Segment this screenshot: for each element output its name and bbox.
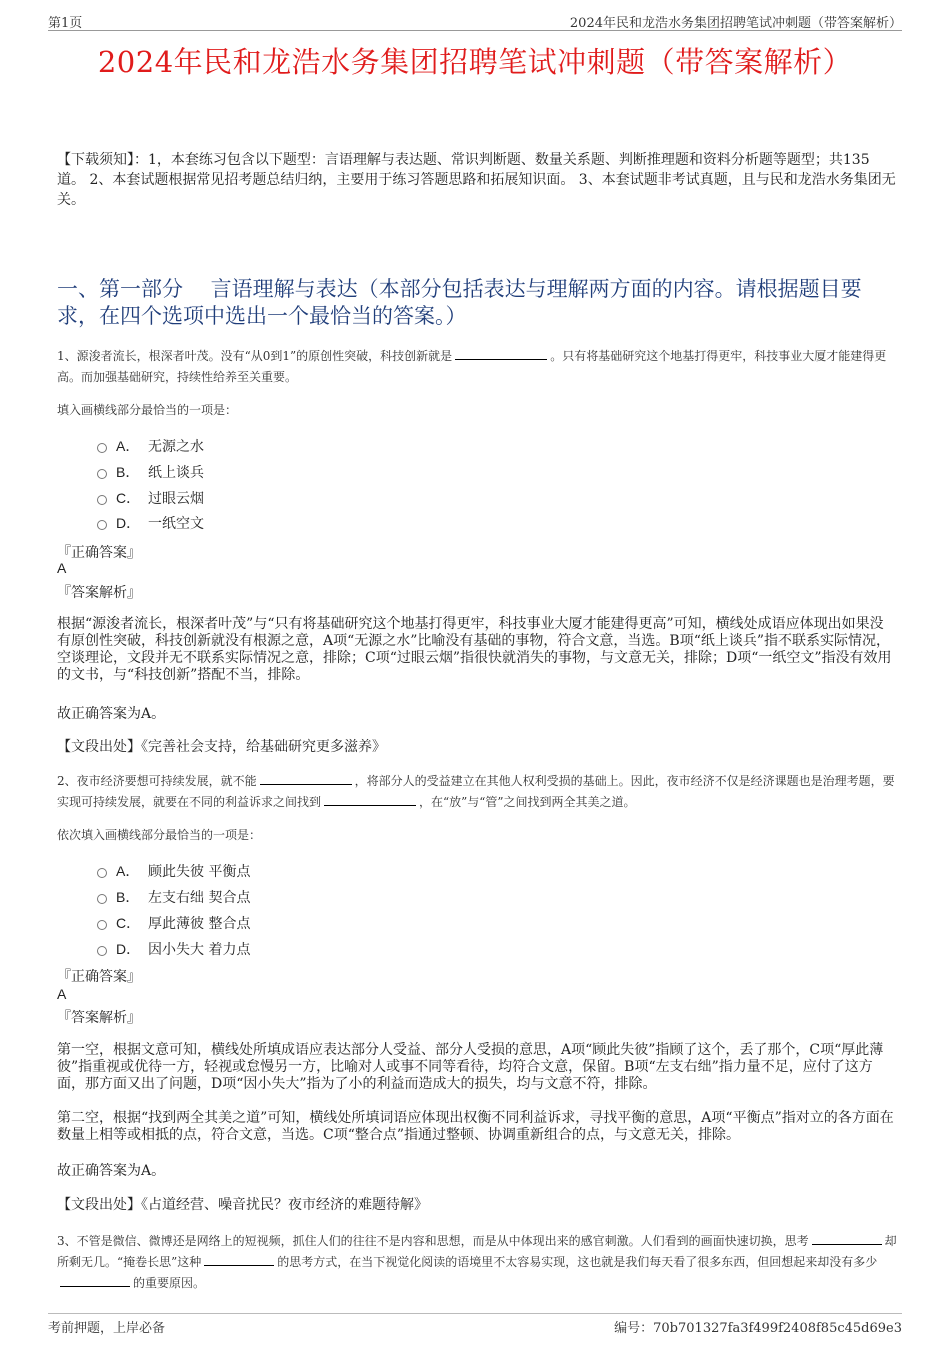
q1-option-b[interactable] [97, 462, 204, 482]
answer-blank [260, 772, 352, 785]
section-title: 一、第一部分 言语理解与表达（本部分包括表达与理解两方面的内容。请根据题目要求，在四个选项中选出一个最恰当的答案。） [57, 277, 862, 328]
answer-analysis: 根据“源浚者流长，根深者叶茂”与“只有将基础研究这个地基打得更牢，科技事业大厦才能建得更高”可知，横线处成语应体现出如果没有原创性突破，科技创新就没有根源之意，A项“无源之水”比喻没有基础的事物，符合文意，当选。B项“纸上谈兵”指不联系实际情况，空谈理论，文段并无不联系实际情况之意，排除；C项“过眼云烟”指很快就消失的事物，与文意无关，排除；D项“一纸空文”指没有效用的文书，与“科技创新”搭配不当，排除。 [57, 616, 892, 683]
radio-icon[interactable] [97, 868, 107, 878]
question-1-part-a: 1、源浚者流长，根深者叶茂。没有“从0到1”的原创性突破，科技创新就是 [57, 349, 453, 363]
q1-option-a[interactable] [97, 436, 204, 456]
option-key: B． [116, 464, 140, 480]
option-key: C． [116, 915, 141, 931]
question-2-part-a: 2、夜市经济要想可持续发展，就不能 [57, 774, 257, 788]
option-key: D． [116, 515, 141, 531]
question-1-prompt: 填入画横线部分最恰当的一项是： [57, 403, 238, 417]
answer-blank [455, 347, 547, 360]
option-text: 过眼云烟 [148, 491, 204, 507]
q1-option-d[interactable] [97, 513, 204, 533]
question-2-text [57, 771, 897, 813]
question-2-prompt: 依次填入画横线部分最恰当的一项是： [57, 828, 262, 842]
page-header [48, 8, 902, 31]
q2-option-b[interactable] [97, 887, 250, 907]
option-key: C． [116, 490, 141, 506]
header-doc-title: 2024年民和龙浩水务集团招聘笔试冲刺题（带答案解析） [569, 16, 902, 31]
source-citation: 【文段出处】《完善社会支持，给基础研究更多滋养》 [57, 739, 386, 755]
q2-option-a[interactable] [97, 861, 250, 881]
radio-icon[interactable] [97, 894, 107, 904]
question-3-part-c: 的思考方式，在当下视觉化阅读的语境里不太容易实现，这也就是我们每天看了很多东西，但回想起来却没有多少 [277, 1255, 878, 1269]
option-text: 因小失大 着力点 [148, 942, 251, 958]
radio-icon[interactable] [97, 469, 107, 479]
footer-slogan: 考前押题，上岸必备 [48, 1321, 166, 1336]
document-title: 2024年民和龙浩水务集团招聘笔试冲刺题（带答案解析） [97, 45, 853, 79]
radio-icon[interactable] [97, 443, 107, 453]
question-3-part-d: 的重要原因。 [133, 1276, 206, 1290]
option-key: B． [116, 889, 140, 905]
radio-icon[interactable] [97, 495, 107, 505]
question-2-part-b: ，将部分人的受益建立在其他人权利受损的基础上。因此，夜市经济不仅是经济课题也是治理考题，要实现可持续发展，就要在不同的利益诉求之间找到 [57, 774, 895, 809]
question-3-part-a: 3、不管是微信、微博还是网络上的短视频，抓住人们的往往不是内容和思想，而是从中体现出来的感官刺激。人们看到的画面快速切换，思考 [57, 1234, 809, 1248]
radio-icon[interactable] [97, 920, 107, 930]
analysis-label: 『答案解析』 [57, 1010, 141, 1026]
correct-answer: A [57, 560, 67, 576]
question-2-part-c: ，在“放”与“管”之间找到两全其美之道。 [419, 795, 636, 809]
document-id: 编号：70b701327fa3f499f2408f85c45d69e3 [614, 1321, 902, 1336]
question-3-part-b: 却所剩无几。“掩卷长思”这种 [57, 1234, 897, 1269]
source-citation: 【文段出处】《占道经营、噪音扰民？夜市经济的难题待解》 [57, 1197, 428, 1213]
answer-blank [812, 1232, 882, 1245]
correct-answer-label: 『正确答案』 [57, 545, 141, 561]
option-text: 顾此失彼 平衡点 [148, 864, 251, 880]
analysis-label: 『答案解析』 [57, 585, 141, 601]
q2-option-c[interactable] [97, 913, 250, 933]
answer-blank [204, 1253, 274, 1266]
answer-blank [60, 1274, 130, 1287]
radio-icon[interactable] [97, 520, 107, 530]
answer-blank [324, 793, 416, 806]
question-1-part-b: 。只有将基础研究这个地基打得更牢，科技事业大厦才能建得更高。而加强基础研究，持续性给养至关重要。 [57, 349, 887, 384]
option-text: 厚此薄彼 整合点 [148, 916, 251, 932]
option-text: 左支右绌 契合点 [148, 890, 251, 906]
option-text: 一纸空文 [148, 516, 204, 532]
option-key: A． [116, 438, 140, 454]
download-notice: 【下载须知】：1，本套练习包含以下题型：言语理解与表达题、常识判断题、数量关系题、判断推理题和资料分析题等题型；共135道。 2、本套试题根据常见招考题总结归纳，主要用于练习答题思路和拓展知识面。 3、本套试题非考试真题，且与民和龙浩水务集团无关。 [57, 152, 896, 208]
q2-option-d[interactable] [97, 939, 250, 959]
answer-conclusion: 故正确答案为A。 [57, 706, 166, 722]
q1-option-c[interactable] [97, 488, 204, 508]
option-key: A． [116, 863, 140, 879]
page-footer [48, 1313, 902, 1336]
answer-analysis-part-2: 第二空，根据“找到两全其美之道”可知，横线处所填词语应体现出权衡不同利益诉求，寻找平衡的意思，A项“平衡点”指对立的各方面在数量上相等或相抵的点，符合文意，当选。C项“整合点”指通过整顿、协调重新组合的点，与文意无关，排除。 [57, 1110, 894, 1143]
option-text: 纸上谈兵 [148, 465, 204, 481]
answer-conclusion: 故正确答案为A。 [57, 1163, 166, 1179]
correct-answer-label: 『正确答案』 [57, 969, 141, 985]
radio-icon[interactable] [97, 946, 107, 956]
option-key: D． [116, 941, 141, 957]
page-number: 第1页 [48, 16, 83, 31]
answer-analysis-part-1: 第一空，根据文意可知，横线处所填成语应表达部分人受益、部分人受损的意思，A项“顾此失彼”指顾了这个，丢了那个，C项“厚此薄彼”指重视或优待一方，轻视或怠慢另一方，比喻对人或事不同等看待，均符合文意，保留。B项“左支右绌”指力量不足，应付了这方面，那方面又出了问题，D项“因小失大”指为了小的利益而造成大的损失，均与文意不符，排除。 [57, 1042, 884, 1092]
correct-answer: A [57, 986, 67, 1002]
question-1-text [57, 346, 897, 388]
option-text: 无源之水 [148, 439, 204, 455]
question-3-text [57, 1231, 897, 1294]
